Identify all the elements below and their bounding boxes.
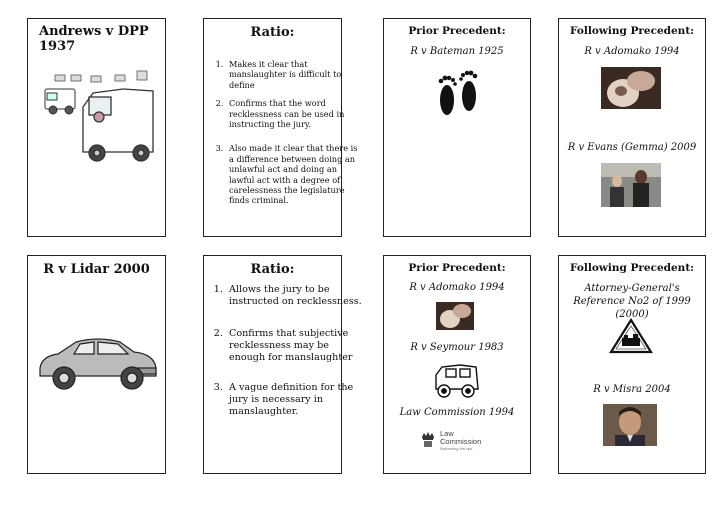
ratio-point: 2. Confirms that subjective recklessness may be enough for manslaughter: [226, 328, 364, 364]
ratio-point: 2. Confirms that the word recklessness can be used in instructing the jury.: [226, 98, 360, 129]
car-illustration: [36, 334, 160, 396]
prior-item: R v Adomako 1994: [409, 282, 505, 293]
case-title: R v Lidar 2000: [43, 262, 150, 277]
prior-item: Law Commission 1994: [399, 407, 515, 418]
following-heading: Following Precedent:: [569, 262, 695, 274]
logo-subtext: Reforming the law: [440, 446, 473, 451]
law-commission-logo: [420, 430, 490, 452]
prior-item: R v Seymour 1983: [410, 342, 504, 353]
ratio-card-andrews: [203, 18, 358, 237]
ratio-point: 3. Also made it clear that there is a difference between doing an unlawful act and doing an lawful act with a degree of carelessness the legislature finds criminal.: [226, 143, 360, 205]
case-card-lidar: [27, 255, 166, 474]
crown-crest-icon: [420, 431, 436, 449]
ratio-heading: Ratio:: [250, 25, 295, 40]
following-item: Attorney-General's Reference No2 of 1999 (2000): [573, 283, 691, 320]
truck-icon: [430, 361, 482, 401]
prior-item: R v Bateman 1925: [410, 46, 504, 57]
case-card-andrews: [27, 18, 166, 237]
ratio-point: 1. Allows the jury to be instructed on recklessness.: [226, 284, 364, 308]
ratio-point: 1. Makes it clear that manslaughter is difficult to define: [226, 59, 360, 90]
following-item: R v Misra 2004: [593, 384, 671, 395]
ratio-list: [204, 59, 360, 206]
following-precedent-card-lidar: [558, 255, 706, 474]
footprints-icon: [436, 69, 480, 121]
misra-photo: [603, 404, 657, 446]
ratio-list: [204, 284, 364, 418]
prior-heading: Prior Precedent:: [408, 262, 506, 274]
adomako-photo: [436, 302, 474, 330]
evans-photo: [601, 163, 661, 207]
following-item: R v Evans (Gemma) 2009: [567, 142, 697, 153]
vans-illustration: [43, 67, 155, 172]
ratio-point: 3. A vague definition for the jury is necessary in manslaughter.: [226, 382, 364, 418]
ratio-card-lidar: [203, 255, 362, 474]
following-precedent-card-andrews: [558, 18, 706, 237]
railway-warning-sign-icon: [609, 318, 653, 354]
following-heading: Following Precedent:: [569, 25, 695, 37]
prior-precedent-card-lidar: [383, 255, 531, 474]
prior-heading: Prior Precedent:: [408, 25, 506, 37]
case-title: Andrews v DPP 1937: [39, 24, 149, 54]
adomako-photo: [601, 67, 661, 109]
prior-precedent-card-andrews: [383, 18, 531, 237]
following-item: R v Adomako 1994: [584, 46, 680, 57]
ratio-heading: Ratio:: [250, 262, 295, 277]
logo-text: Law Commission: [440, 429, 482, 446]
